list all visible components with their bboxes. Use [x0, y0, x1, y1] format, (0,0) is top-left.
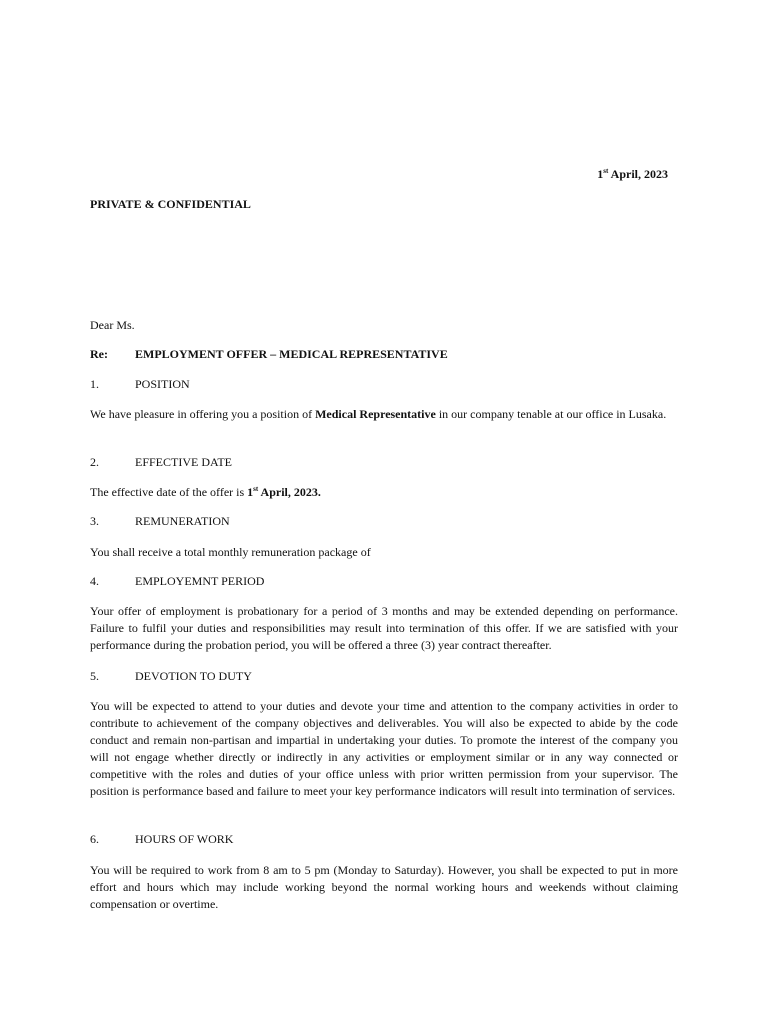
section-body-effective-date: [90, 484, 678, 501]
body-text: The effective date of the offer is: [90, 485, 248, 499]
section-heading-hours-of-work: [90, 832, 690, 848]
section-title: EMPLOYEMNT PERIOD: [135, 574, 265, 588]
section-body-position: [90, 406, 678, 423]
effective-date-value: [247, 485, 321, 499]
section-heading-devotion-to-duty: [90, 669, 690, 685]
date-day: 1: [597, 167, 604, 181]
section-body-devotion-to-duty: You will be expected to attend to your duties and devote your time and attention to the company activities in order to contribute to achievement of the company objectives and deliverables. You will also be expected to abide by the code conduct and remain non-partisan and impartial in undertaking your duties. To promote the interest of the company you will not engage whether directly or indirectly in any activities or employment similar or in any way connected or competitive with the roles and duties of your office unless with prior written permission from your supervisor. The position is performance based and failure to meet your key performance indicators will result into termination of services.: [90, 699, 678, 798]
body-text: We have pleasure in offering you a position of: [90, 407, 316, 421]
section-number: 2.: [90, 455, 99, 469]
effective-month-year: April, 2023.: [258, 485, 321, 499]
section-title: POSITION: [135, 377, 190, 391]
subject-text: EMPLOYMENT OFFER – MEDICAL REPRESENTATIVE: [135, 347, 448, 361]
section-heading-position: [90, 377, 690, 393]
date-month-year: April, 2023: [608, 167, 668, 181]
body-text: in our company tenable at our office in Lusaka.: [435, 407, 667, 421]
section-number: 3.: [90, 514, 99, 528]
section-title: HOURS OF WORK: [135, 832, 234, 846]
subject-label: Re:: [90, 347, 108, 361]
section-title: REMUNERATION: [135, 514, 230, 528]
section-number: 1.: [90, 377, 99, 391]
effective-day-suffix: st: [253, 485, 259, 493]
salutation: Dear Ms.: [90, 318, 135, 332]
job-title: Medical Representative: [315, 407, 436, 421]
confidential-marking: PRIVATE & CONFIDENTIAL: [90, 197, 251, 211]
section-number: 4.: [90, 574, 99, 588]
section-heading-effective-date: [90, 455, 690, 471]
letter-date: [597, 167, 668, 182]
section-body-employment-period: Your offer of employment is probationary for a period of 3 months and may be extended depending on performance. Failure to fulfil your duties and responsibilities may result into termination of this offer. If we are satisfied with your performance during the probation period, you will be offered a three (3) year contract thereafter.: [90, 604, 678, 652]
section-title: EFFECTIVE DATE: [135, 455, 232, 469]
date-suffix: st: [603, 167, 609, 175]
section-number: 6.: [90, 832, 99, 846]
section-body-remuneration: You shall receive a total monthly remuneration package of: [90, 545, 371, 559]
section-number: 5.: [90, 669, 99, 683]
section-heading-employment-period: [90, 574, 690, 590]
section-body-hours-of-work: You will be required to work from 8 am to 5 pm (Monday to Saturday). However, you shall be expected to put in more effort and hours which may include working beyond the normal working hours and weekends without claiming compensation or overtime.: [90, 863, 678, 911]
effective-day: 1: [247, 485, 254, 499]
section-title: DEVOTION TO DUTY: [135, 669, 252, 683]
section-heading-remuneration: [90, 514, 690, 530]
